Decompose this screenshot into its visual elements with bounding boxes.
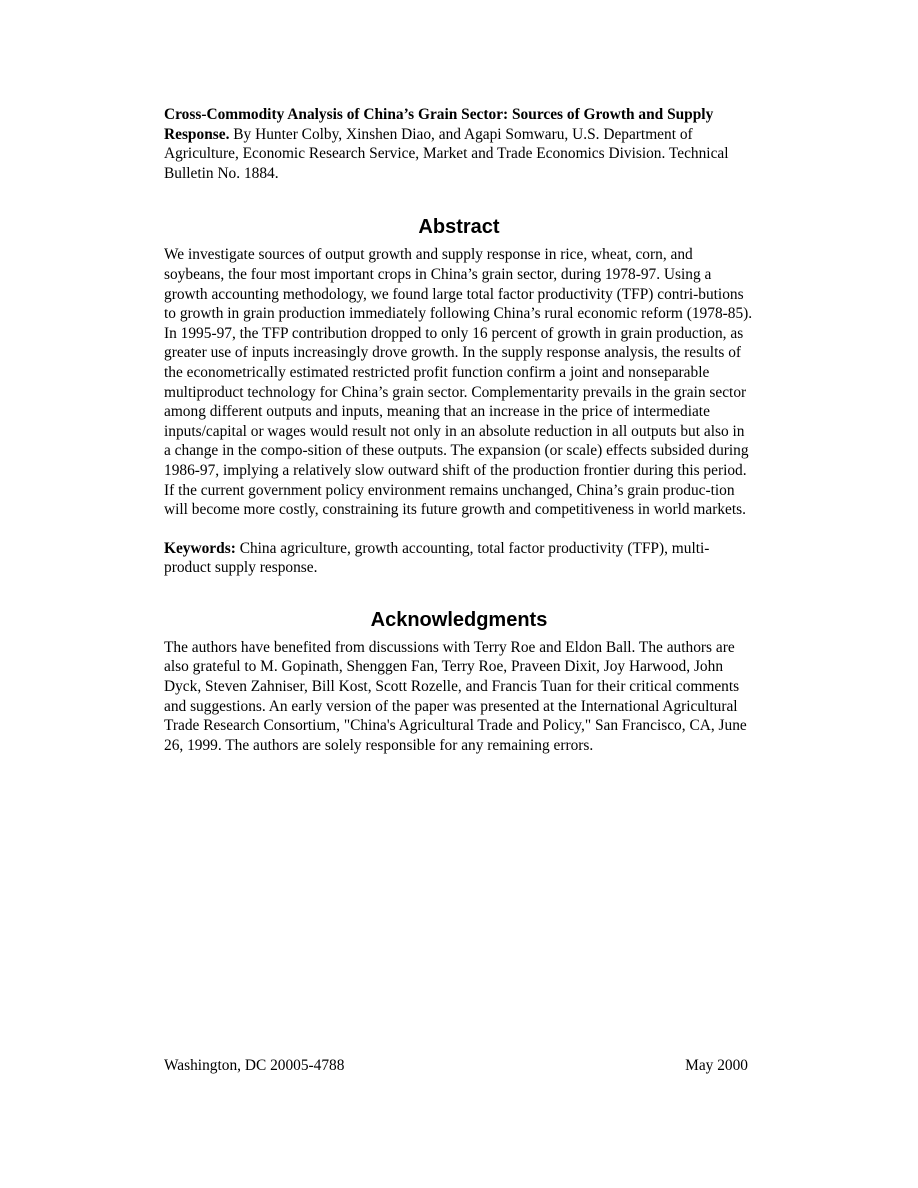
page-footer xyxy=(164,1056,748,1076)
citation xyxy=(164,105,754,183)
footer-location: Washington, DC 20005-4788 xyxy=(164,1057,345,1074)
acknowledgments-heading: Acknowledgments xyxy=(370,608,548,631)
abstract-heading: Abstract xyxy=(418,216,500,239)
acknowledgments-text: The authors have benefited from discussions with Terry Roe and Eldon Ball. The authors are also grateful to M. Gopinath, Shenggen Fan, Terry Roe, Praveen Dixit, Joy Harwood, John Dyck, Steven Zahniser, Bill Kost, Scott Rozelle, and Francis Tuan for their critical comments and suggestions. An early version of the paper was presented at the International Agricultural Trade Research Consortium, "China's Agricultural Trade and Policy," San Francisco, CA, June 26, 1999. The authors are solely responsible for any remaining errors. xyxy=(164,638,747,754)
abstract-text: We investigate sources of output growth and supply response in rice, wheat, corn, and soybeans, the four most important crops in China’s grain sector, during 1978-97. Using a growth accounting methodology, we found large total factor productivity (TFP) contri-butions to growth in grain production immediately following China’s rural economic reform (1978-85). In 1995-97, the TFP contribution dropped to only 16 percent of growth in grain production, as greater use of inputs increasingly drove growth. In the supply response analysis, the results of the econometrically estimated restricted profit function confirm a joint and nonseparable multiproduct technology for China’s grain sector. Complementarity prevails in the grain sector among different outputs and inputs, meaning that an increase in the price of intermediate inputs/capital or wages would result not only in an absolute reduction in all outputs but also in a change in the compo-sition of these outputs. The expansion (or scale) effects subsided during 1986-97, implying a relatively slow outward shift of the production frontier during this period. If the current government policy environment remains unchanged, China’s grain produc-tion will become more costly, constraining its future growth and competitiveness in world markets. xyxy=(164,246,753,519)
footer-date: May 2000 xyxy=(685,1057,748,1074)
keywords-label: Keywords: xyxy=(164,539,236,557)
document-page xyxy=(164,105,754,755)
keywords xyxy=(164,539,754,578)
citation-details: By Hunter Colby, Xinshen Diao, and Agapi Somwaru, U.S. Department of Agriculture, Economic Research Service, Market and Trade Economics Division. Technical Bulletin No. 1884. xyxy=(164,125,729,182)
keywords-text: China agriculture, growth accounting, total factor productivity (TFP), multi-product supply response. xyxy=(164,539,710,577)
citation-title: Cross-Commodity Analysis of China’s Grain Sector: Sources of Growth and Supply Response. xyxy=(164,106,714,143)
